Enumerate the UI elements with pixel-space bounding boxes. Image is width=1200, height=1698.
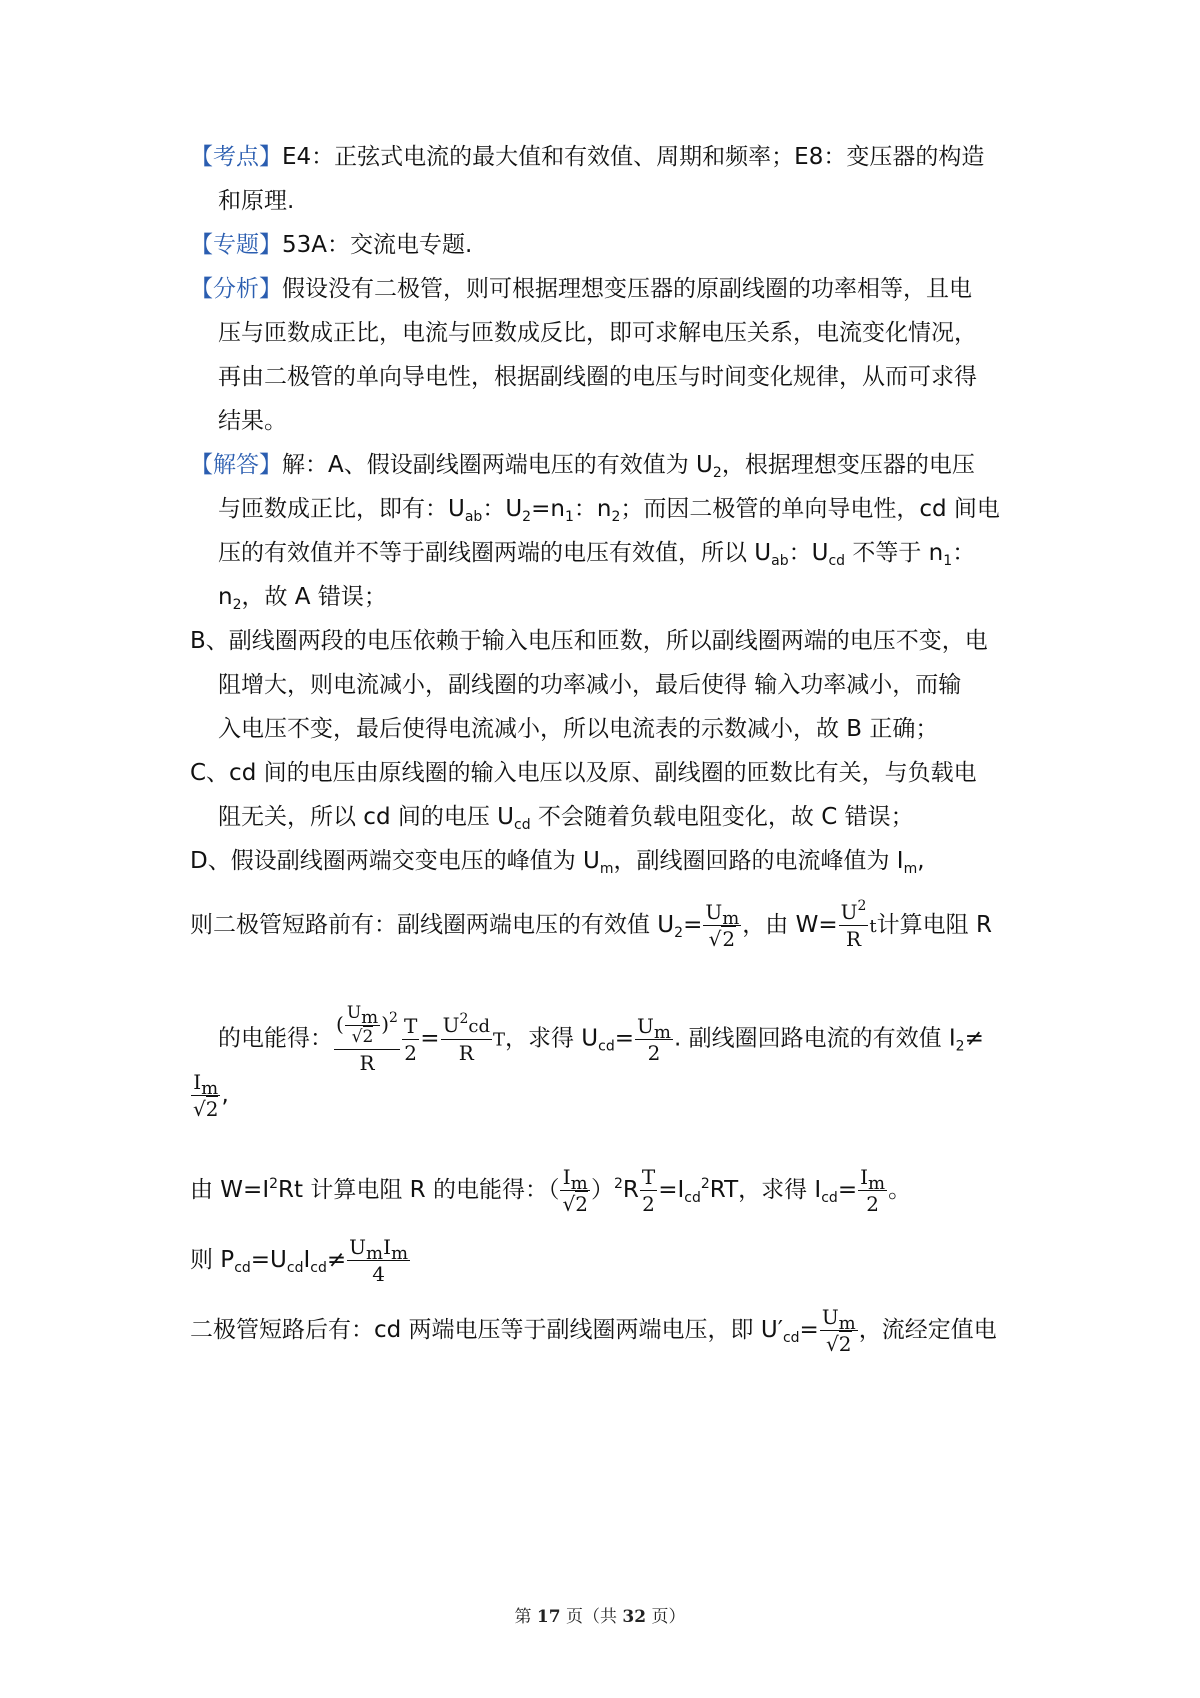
sqrt-symbol: √2 [708,927,736,951]
subscript: m [570,1173,588,1194]
fraction-energy-before: ( $\frac{U_m}{√2}$ )$^2$ R [336,1003,398,1075]
eq-text: , [221,1082,229,1108]
frac-den: 2 [404,1040,417,1065]
zhuanti-text: 53A：交流电专题. [282,232,473,258]
superscript: 2 [459,1011,469,1027]
frac-num: U [637,1013,654,1038]
eq-text: . 副线圈回路电流的有效值 I [673,1025,956,1052]
jieda-line-1 [190,449,975,481]
subscript: 2 [232,597,242,613]
kaodian-line-1 [190,141,984,173]
option-b-line-2: 阻增大，则电流减小，副线圈的功率减小，最后使得 输入功率减小，而输 [218,672,962,698]
total-pages: 32 [622,1607,647,1627]
footer-text: 页（共 [560,1607,623,1627]
d-text: , [917,848,925,874]
footer-text: 第 [514,1607,537,1627]
eq-text: =U [250,1247,287,1273]
frac-num: U [442,1013,460,1037]
jieda-text: ：U [788,540,829,566]
fraction-um-over-sqrt2: $\frac{U_m}{√2}$ [821,1305,856,1356]
equation-line-3 [190,1072,229,1119]
d-text: D、假设副线圈两端交变电压的峰值为 U [190,848,600,874]
option-b-line-1: B、副线圈两段的电压依赖于输入电压和匝数，所以副线圈两端的电压不变，电 [190,628,988,654]
eq-text: 二极管短路后有：cd 两端电压等于副线圈两端电压，即 U′ [190,1317,783,1343]
eq-text: ，由 W= [742,912,838,938]
c-text: 阻无关，所以 cd 间的电压 U [218,804,515,830]
eq-text: ） [590,1177,614,1203]
equation-line-5 [190,1237,411,1284]
frac-num: U [821,1305,839,1329]
frac-num: U [705,900,723,924]
subscript: cd [684,1190,701,1206]
subscript: 2 [955,1038,965,1055]
frac-den: R [458,1041,474,1065]
fenxi-text-1: 假设没有二极管，则可根据理想变压器的原副线圈的功率相等，且电 [282,276,972,302]
subscript: m [391,1243,409,1264]
eq-text: Rt 计算电阻 R 的电能得：（ [278,1177,560,1203]
jieda-text: ：n [573,496,612,522]
eq-text: 由 W=I [190,1177,270,1203]
zhuanti-line [190,229,472,261]
jieda-text: 解：A、假设副线圈两端电压的有效值为 U [282,452,713,478]
fenxi-tag: 【分析】 [190,276,282,302]
fraction-um-over-sqrt2 [703,902,741,949]
fraction-im-over-sqrt2: $\frac{I_m}{√2}$ [562,1165,588,1216]
subscript: 2 [611,509,621,525]
zhuanti-tag: 【专题】 [190,232,282,258]
subscript: cd [821,1190,838,1206]
subscript: 1 [943,553,953,569]
subscript: cd [234,1260,251,1276]
superscript: 2 [700,1176,710,1192]
eq-text: = [683,912,703,938]
d-text: ，副线圈回路的电流峰值为 I [613,848,904,874]
radicand: 2 [362,1027,374,1047]
jieda-text: 压的有效值并不等于副线圈两端的电压有效值，所以 U [218,540,772,566]
jieda-line-3 [218,537,975,569]
jieda-line-2 [218,493,1000,525]
jieda-text: ，根据理想变压器的电压 [721,452,975,478]
footer-text: 页） [646,1607,686,1627]
option-d-line-1 [190,845,925,877]
eq-text: 则 P [190,1247,235,1273]
equation-line-1 [190,898,992,951]
fraction-u2-over-r [839,898,869,951]
jieda-text: =n [531,496,565,522]
frac-den: 2 [647,1040,661,1065]
frac-num: U [346,1003,362,1023]
eq-text: R [622,1177,639,1203]
radicand: 2 [205,1097,219,1121]
fenxi-line-4: 结果。 [218,408,287,434]
eq-text: ≠ [964,1025,984,1052]
fenxi-line-2: 压与匝数成正比，电流与匝数成反比，即可求解电压关系，电流变化情况， [218,320,977,346]
fraction-umim-over-4: $\frac{U_mI_m}{4}$ [349,1235,409,1286]
eq-text: 则二极管短路前有：副线圈两端电压的有效值 U [190,912,675,938]
equation-line-2: 的电能得： ( $\frac{U_m}{√2}$ )$^2$ R $\frac{T}{2}$ = $\frac{U^2cd}{R}$ T，求得 $U_{cd}=$ $\frac{U_m}{2}$ . 副线圈回路电流的有效值 $I_2\ne$ [218,1003,984,1075]
subscript: m [599,861,614,877]
eq-text: ，流经定值电 [858,1317,997,1343]
eq-text: RT，求得 I [709,1177,822,1203]
fenxi-line-3: 再由二极管的单向导电性，根据副线圈的电压与时间变化规律，从而可求得 [218,364,977,390]
superscript: 2 [857,898,867,914]
subscript: cd [598,1038,615,1055]
eq-text: ，求得 U [504,1025,599,1052]
jieda-text: ： [952,540,976,566]
subscript: m [201,1078,219,1099]
frac-den: 2 [642,1192,655,1216]
c-text: 不会随着负载电阻变化，故 C 错误； [530,804,914,830]
eq-text: I [303,1247,311,1273]
subscript: 2 [522,509,532,525]
page-number: 17 [536,1607,561,1627]
fraction-t-over-2 [402,1013,419,1065]
frac-den: R [359,1051,375,1075]
radicand: 2 [838,1332,852,1356]
subscript: cd [310,1260,327,1276]
kaodian-tag: 【考点】 [190,144,282,170]
subscript: m [903,861,918,877]
kaodian-line-2: 和原理. [218,188,295,214]
superscript: 2 [613,1176,623,1192]
fraction-t-over-2 [640,1167,657,1214]
radicand: 2 [722,927,736,951]
page-footer [0,1602,1200,1627]
equation-line-4 [190,1167,911,1214]
subscript: cd [828,553,846,569]
eq-text: = [799,1317,819,1343]
superscript: 2 [389,1010,398,1026]
eq-text: 的电能得： [218,1025,333,1052]
eq-text: 计算电阻 R [876,912,992,938]
fenxi-line-1 [190,273,972,305]
jieda-tag: 【解答】 [190,452,282,478]
jieda-text: 与匝数成正比，即有：U [218,496,465,522]
option-c-line-2 [218,801,914,833]
jieda-text: 不等于 n [845,540,944,566]
subscript: 1 [564,509,574,525]
subscript: cd [514,817,531,833]
subscript: m [868,1173,886,1194]
frac-den: 2 [866,1192,879,1216]
subscript: m [361,1007,379,1028]
kaodian-text-1: E4：正弦式电流的最大值和有效值、周期和频率；E8：变压器的构造 [282,144,985,170]
subscript: m [653,1021,671,1043]
jieda-text: n [218,584,233,610]
fraction-ucd2-over-r [441,1011,492,1065]
eq-text: = [837,1177,858,1203]
subscript: ab [464,509,483,525]
subscript: 2 [712,465,722,481]
fraction-um-over-2 [635,1013,673,1065]
option-c-line-1: C、cd 间的电压由原线圈的输入电压以及原、副线圈的匝数比有关，与负载电 [190,760,977,786]
jieda-text: ，故 A 错误； [241,584,387,610]
eq-text: 。 [888,1177,912,1203]
jieda-text: ：U [482,496,523,522]
subscript: m [722,908,740,929]
subscript: m [838,1313,856,1334]
option-b-line-3: 入电压不变，最后使得电流减小，所以电流表的示数减小，故 B 正确； [218,716,939,742]
subscript: 2 [674,925,684,941]
eq-text: t [869,916,877,937]
jieda-line-4 [218,581,387,613]
subscript: ab [771,553,789,569]
eq-text: =I [658,1177,685,1203]
frac-num: T [403,1013,418,1038]
fraction-im-over-sqrt2: $\frac{I_m}{√2}$ [193,1070,219,1121]
fraction-um-over-sqrt2: $\frac{U_m}{√2}$ [346,1003,379,1047]
subscript: cd [286,1260,304,1276]
radicand: 2 [575,1192,588,1216]
eq-text: ≠ [326,1247,347,1273]
subscript: cd [468,1016,490,1037]
equation-line-6 [190,1307,997,1354]
frac-den: 4 [372,1262,385,1286]
fraction-im-over-2: $\frac{I_m}{2}$ [860,1165,886,1216]
eq-text: = [614,1025,635,1052]
subscript: cd [782,1330,800,1346]
jieda-text: ；而因二极管的单向导电性，cd 间电 [620,496,1000,522]
subscript: m [366,1243,384,1264]
frac-num: U [840,900,858,924]
superscript: 2 [269,1176,279,1192]
frac-den: R [845,927,862,951]
frac-num: T [641,1165,656,1189]
eq-text: T [492,1029,505,1051]
